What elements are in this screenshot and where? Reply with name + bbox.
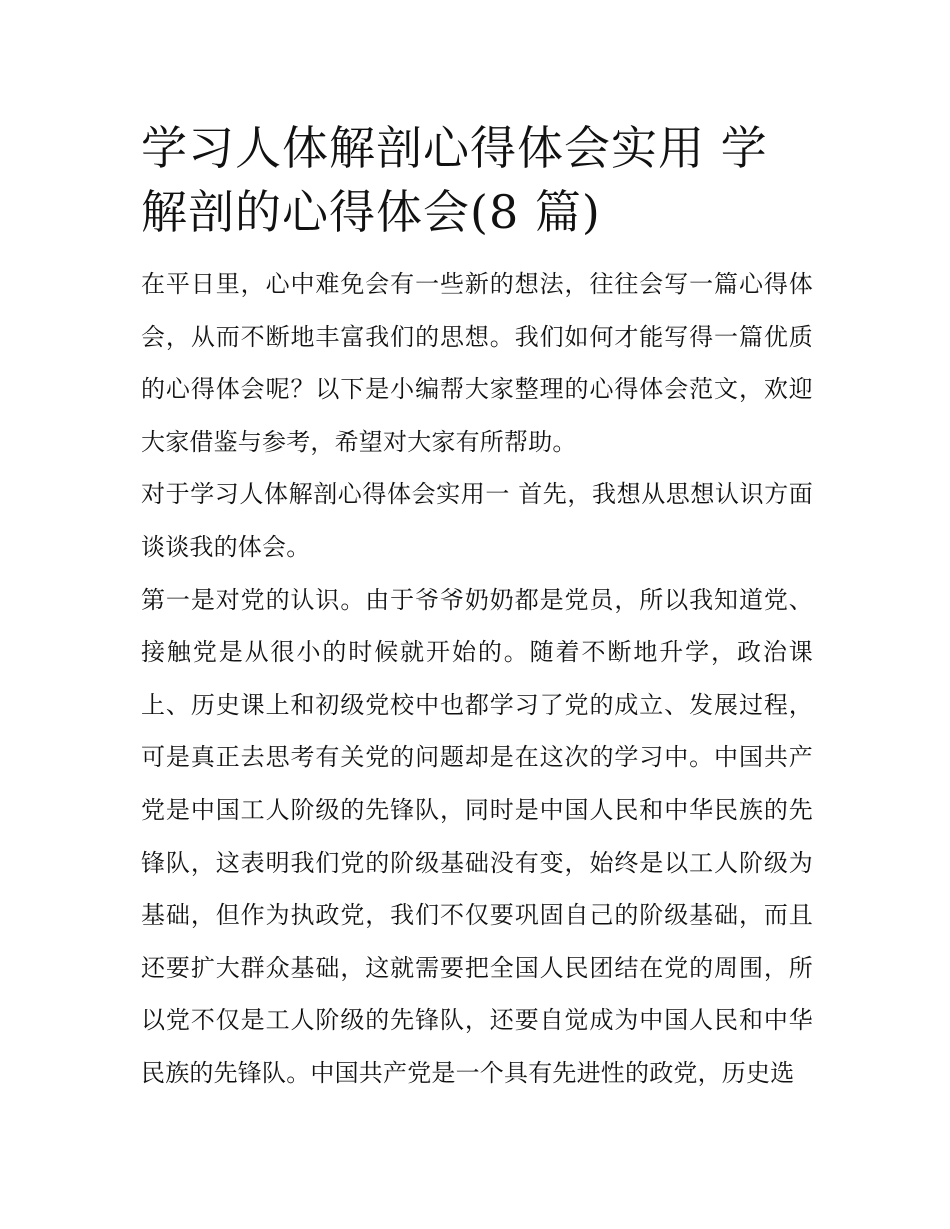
document-content (141, 116, 813, 1100)
body-paragraph: 第一是对党的认识。由于爷爷奶奶都是党员，所以我知道党、接触党是从很小的时候就开始的。随着不断地升学，政治课上、历史课上和初级党校中也都学习了党的成立、发展过程，可是真正去思考有关党的问题却是在这次的学习中。中国共产党是中国工人阶级的先锋队，同时是中国人民和中华民族的先锋队，这表明我们党的阶级基础没有变，始终是以工人阶级为基础，但作为执政党，我们不仅要巩固自己的阶级基础，而且还要扩大群众基础，这就需要把全国人民团结在党的周围，所以党不仅是工人阶级的先锋队，还要自觉成为中国人民和中华民族的先锋队。中国共产党是一个具有先进性的政党，历史选 (141, 585, 813, 1087)
document-title: 学习人体解剖心得体会实用 学解剖的心得体会(8 篇) (141, 121, 768, 239)
intro-paragraph: 在平日里，心中难免会有一些新的想法，往往会写一篇心得体会，从而不断地丰富我们的思想。我们如何才能写得一篇优质的心得体会呢？以下是小编帮大家整理的心得体会范文，欢迎大家借鉴与参考，希望对大家有所帮助。 (141, 270, 813, 456)
section-intro-paragraph: 对于学习人体解剖心得体会实用一 首先，我想从思想认识方面谈谈我的体会。 (141, 480, 813, 561)
